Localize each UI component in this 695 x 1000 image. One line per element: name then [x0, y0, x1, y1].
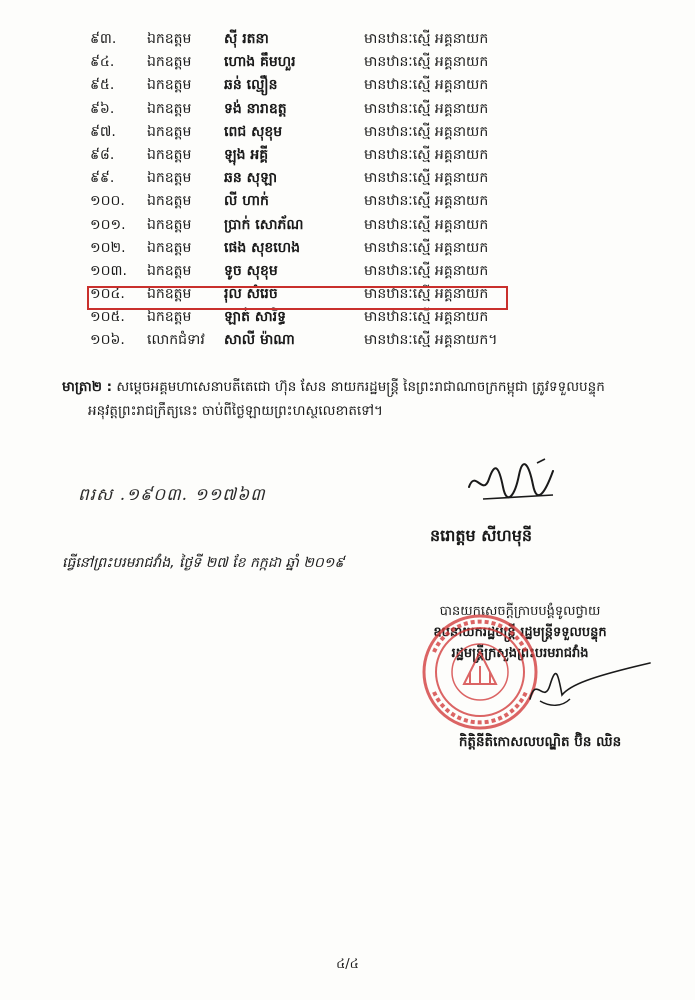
list-item: [0, 237, 695, 260]
list-item: [0, 329, 695, 352]
item-role: មានឋានៈស្មើ អគ្គនាយក: [364, 170, 489, 187]
item-title: ឯកឧត្តម: [147, 262, 192, 279]
item-title: ឯកឧត្តម: [147, 100, 192, 117]
article-label: មាត្រា២ :: [62, 379, 113, 395]
item-role: មានឋានៈស្មើ អគ្គនាយក: [364, 100, 489, 117]
item-name: ទង់ នារាឧត្ដ: [224, 100, 287, 117]
item-name: ឡាត់ សារិទ្ធ: [224, 309, 286, 326]
list-item: [0, 28, 695, 51]
item-title: ឯកឧត្តម: [147, 123, 192, 140]
item-number: ១០៤.: [90, 286, 125, 303]
item-name: ប្រាក់ សោភ័ណ: [224, 216, 304, 233]
item-title: ឯកឧត្តម: [147, 193, 192, 210]
item-role: មានឋានៈស្មើ អគ្គនាយក: [364, 239, 489, 256]
item-number: ៩៧.: [90, 123, 116, 140]
item-number: ១០៦.: [90, 332, 125, 349]
item-name: ឆន សុឡា: [224, 170, 278, 187]
item-number: ១០៣.: [90, 262, 127, 279]
handwritten-date: ពរស .១៩០៣. ១១៧៦៣: [78, 485, 266, 505]
list-item: [0, 51, 695, 74]
item-number: ៩៤.: [90, 54, 115, 71]
list-item: [0, 144, 695, 167]
royal-signature: [463, 457, 563, 505]
item-number: ៩៥.: [90, 77, 115, 94]
item-role: មានឋានៈស្មើ អគ្គនាយក: [364, 286, 489, 303]
item-title: ឯកឧត្តម: [147, 77, 192, 94]
item-title: ឯកឧត្តម: [147, 239, 192, 256]
article-line-1: សម្តេចអគ្គមហាសេនាបតីតេជោ ហ៊ុន សែន នាយករដ្ឋមន្ត្រី នៃព្រះរាជាណាចក្រកម្ពុជា ត្រូវទទួលបន្ទុក: [116, 379, 605, 395]
item-role: មានឋានៈស្មើ អគ្គនាយក។: [364, 332, 498, 349]
item-role: មានឋានៈស្មើ អគ្គនាយក: [364, 216, 489, 233]
item-number: ១០៥.: [90, 309, 125, 326]
item-number: ៩៩.: [90, 170, 115, 187]
item-role: មានឋានៈស្មើ អគ្គនាយក: [364, 123, 489, 140]
item-name: ទូច សុខុម: [224, 262, 278, 279]
item-role: មានឋានៈស្មើ អគ្គនាយក: [364, 262, 489, 279]
minister-name: កិត្តិនីតិកោសលបណ្ឌិត ប៊ិន ឈិន: [458, 734, 622, 750]
item-role: មានឋានៈស្មើ អគ្គនាយក: [364, 309, 489, 326]
item-role: មានឋានៈស្មើ អគ្គនាយក: [364, 193, 489, 210]
article-line-2: អនុវត្តព្រះរាជក្រឹត្យនេះ ចាប់ពីថ្ងៃឡាយព្រះហស្ថលេខាតទៅ។: [88, 403, 383, 419]
list-item: [0, 167, 695, 190]
highlight-box: [87, 286, 508, 310]
article-2: [62, 375, 662, 423]
item-name: ហោង គឹមហួរ: [224, 54, 296, 71]
item-title: ឯកឧត្តម: [147, 309, 192, 326]
item-role: មានឋានៈស្មើ អគ្គនាយក: [364, 146, 489, 163]
royal-name: នរោត្តម សីហមុនី: [430, 526, 533, 545]
list-item: [0, 98, 695, 121]
item-title: ឯកឧត្តម: [147, 286, 192, 303]
list-item: [0, 214, 695, 237]
item-number: ១០២.: [90, 239, 126, 256]
list-item: [0, 121, 695, 144]
item-name: សាលី ម៉ាណា: [224, 332, 295, 349]
item-name: ស៊ី រតនា: [224, 31, 269, 47]
attestation-line-3: រដ្ឋមន្ត្រីក្រសួងព្រះបរមរាជវាំង: [451, 646, 589, 661]
page-number: ៤/៤: [336, 957, 359, 972]
item-name: ឆន់ ល្មឿន: [224, 77, 278, 94]
place-and-date: ធ្វើនៅព្រះបរមរាជវាំង, ថ្ងៃទី ២៧ ខែ កក្កដា ឆ្នាំ ២០១៩: [62, 555, 345, 571]
item-title: ឯកឧត្តម: [147, 146, 192, 163]
item-role: មានឋានៈស្មើ អគ្គនាយក: [364, 54, 489, 71]
item-number: ៩៦.: [90, 100, 115, 117]
item-name: ពេជ សុខុម: [224, 123, 283, 140]
item-title: ឯកឧត្តម: [147, 54, 192, 71]
list-item: [0, 190, 695, 213]
attestation-line-1: បានយកសេចក្តីក្រាបបង្គំទូលថ្វាយ: [439, 604, 601, 619]
list-item: [0, 74, 695, 97]
item-name: រុល សំរេច: [224, 286, 278, 303]
item-title: ឯកឧត្តម: [147, 216, 192, 233]
item-name: ផេង សុខហេង: [224, 239, 300, 256]
item-number: ៩៣.: [90, 31, 117, 47]
item-role: មានឋានៈស្មើ អគ្គនាយក: [364, 77, 489, 94]
item-number: ៩៨.: [90, 146, 115, 163]
item-title: លោកជំទាវ: [147, 332, 205, 349]
minister-signature: [510, 655, 660, 715]
item-name: ឡុង អគ្គី: [224, 146, 269, 163]
item-number: ១០១.: [90, 216, 126, 233]
item-name: លី ហាក់: [224, 193, 269, 210]
item-role: មានឋានៈស្មើ អគ្គនាយក: [364, 31, 489, 47]
item-title: ឯកឧត្តម: [147, 170, 192, 187]
attestation-line-2: ឧបនាយករដ្ឋមន្ត្រី រដ្ឋមន្ត្រីទទួលបន្ទុក: [433, 625, 607, 640]
item-title: ឯកឧត្តម: [147, 31, 192, 47]
item-number: ១០០.: [90, 193, 125, 210]
list-item: [0, 260, 695, 283]
